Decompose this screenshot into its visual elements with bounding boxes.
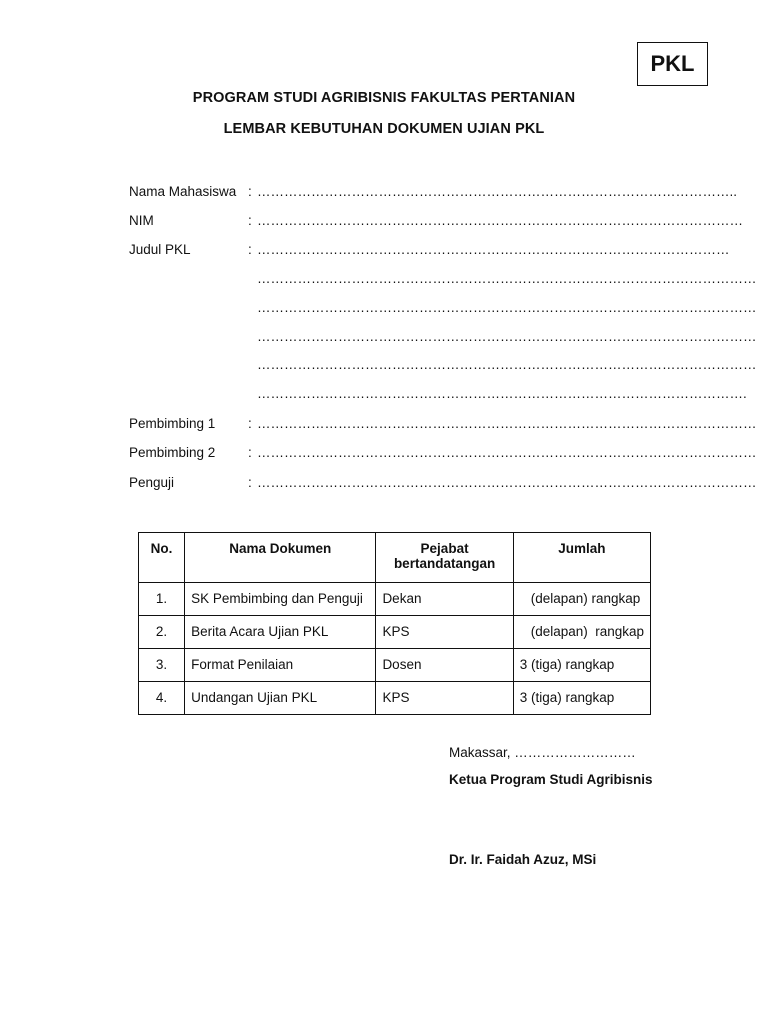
header-nama-dokumen: Nama Dokumen	[185, 533, 376, 583]
header-pejabat-line2: bertandatangan	[393, 556, 496, 571]
cell-pejabat: KPS	[376, 682, 513, 715]
pkl-badge	[637, 42, 708, 86]
cell-no: 3.	[139, 649, 185, 682]
judul-continuation-line: …………………………………………………………………………………………………	[257, 271, 757, 286]
table-row	[139, 583, 651, 616]
field-dots: …………………………………………………………………………………………………	[257, 475, 757, 490]
cell-pejabat: Dekan	[376, 583, 513, 616]
cell-no: 2.	[139, 616, 185, 649]
field-dots: …………………………………………………………………………………………………	[257, 416, 757, 431]
pkl-badge-text: PKL	[650, 51, 695, 76]
field-label: NIM	[129, 213, 154, 228]
field-label: Judul PKL	[129, 242, 191, 257]
cell-nama-dokumen: Berita Acara Ujian PKL	[185, 616, 376, 649]
field-label: Pembimbing 2	[129, 445, 216, 460]
cell-jumlah: (delapan) rangkap	[513, 583, 650, 616]
field-label: Penguji	[129, 475, 175, 490]
cell-nama-dokumen: Format Penilaian	[185, 649, 376, 682]
header-title: LEMBAR KEBUTUHAN DOKUMEN UJIAN PKL	[223, 121, 545, 137]
field-colon: :	[248, 184, 252, 199]
cell-pejabat: KPS	[376, 616, 513, 649]
header-program: PROGRAM STUDI AGRIBISNIS FAKULTAS PERTANIAN	[192, 90, 576, 106]
field-dots: ………………………………………………………………………………………………	[257, 213, 743, 228]
signature-place-date: Makassar, ………………………	[449, 745, 636, 760]
field-colon: :	[248, 445, 252, 460]
field-label: Pembimbing 1	[129, 416, 216, 431]
header-pejabat-line1: Pejabat	[420, 541, 469, 556]
cell-nama-dokumen: SK Pembimbing dan Penguji	[185, 583, 376, 616]
signature-position: Ketua Program Studi Agribisnis	[449, 772, 653, 787]
field-label: Nama Mahasiswa	[129, 184, 237, 199]
judul-continuation-line: ……………………………………………………………………………………………….	[257, 386, 747, 401]
cell-no: 4.	[139, 682, 185, 715]
field-colon: :	[248, 213, 252, 228]
judul-continuation-line: …………………………………………………………………………………………………	[257, 329, 757, 344]
field-colon: :	[248, 475, 252, 490]
table-header-row	[139, 533, 651, 583]
header-jumlah: Jumlah	[513, 533, 650, 583]
judul-continuation-line: …………………………………………………………………………………………………	[257, 300, 757, 315]
field-dots: ……………………………………………………………………………………………..	[257, 184, 738, 199]
signature-name: Dr. Ir. Faidah Azuz, MSi	[449, 852, 597, 867]
cell-jumlah: 3 (tiga) rangkap	[513, 682, 650, 715]
table-row	[139, 682, 651, 715]
cell-jumlah: 3 (tiga) rangkap	[513, 649, 650, 682]
cell-nama-dokumen: Undangan Ujian PKL	[185, 682, 376, 715]
header-pejabat	[376, 533, 513, 583]
judul-continuation-line: …………………………………………………………………………………………………	[257, 357, 757, 372]
header-no: No.	[139, 533, 185, 583]
field-colon: :	[248, 242, 252, 257]
cell-jumlah: (delapan) rangkap	[513, 616, 650, 649]
document-table	[138, 532, 651, 715]
table-row	[139, 616, 651, 649]
cell-pejabat: Dosen	[376, 649, 513, 682]
field-dots: ……………………………………………………………………………………………	[257, 242, 730, 257]
table-row	[139, 649, 651, 682]
cell-no: 1.	[139, 583, 185, 616]
field-dots: …………………………………………………………………………………………………	[257, 445, 757, 460]
field-colon: :	[248, 416, 252, 431]
